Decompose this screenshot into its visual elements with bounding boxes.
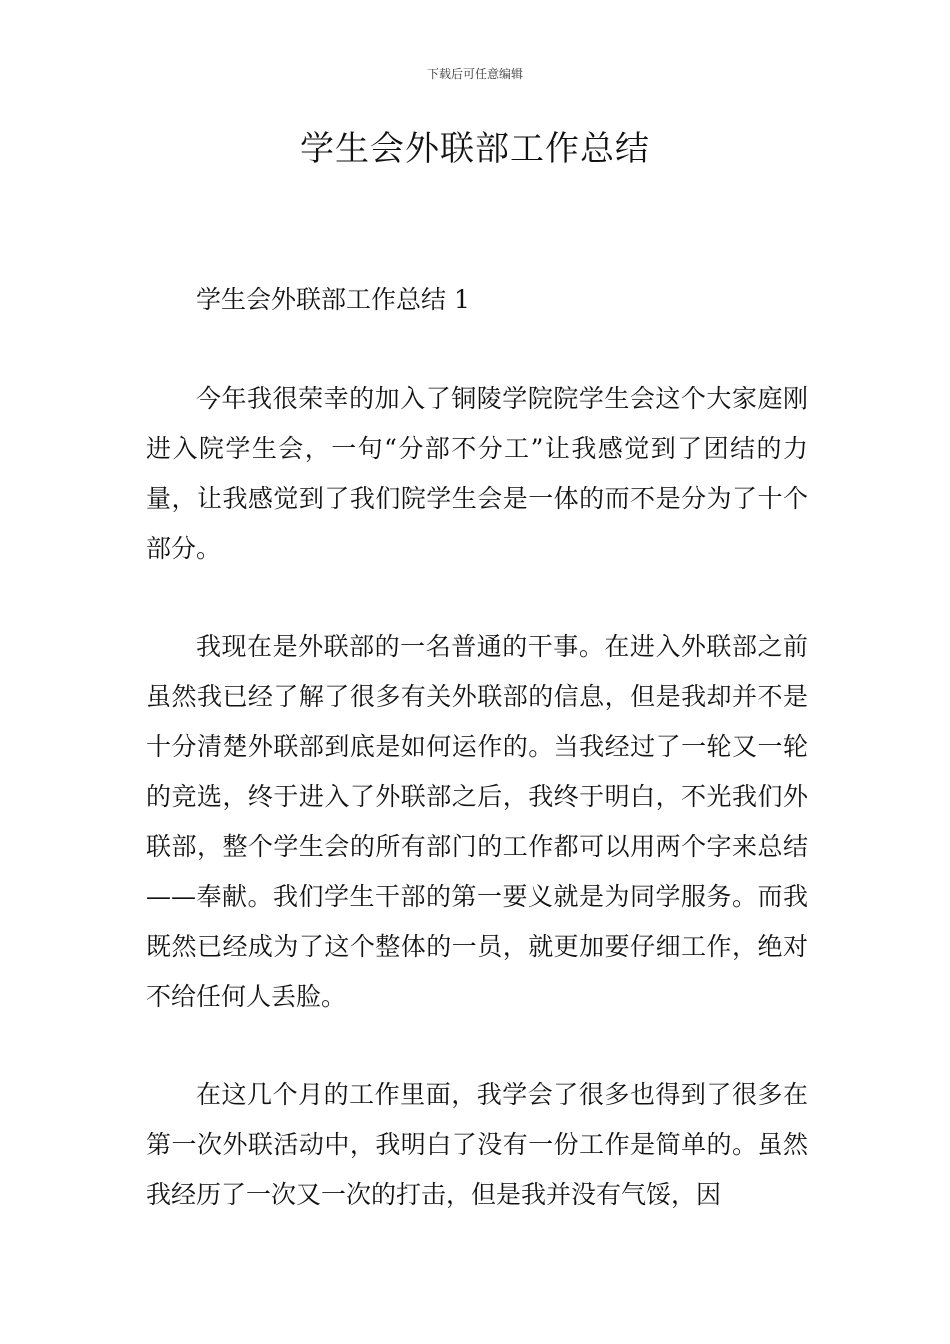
header-note: 下载后可任意编辑 bbox=[426, 67, 523, 81]
paragraph-2: 我现在是外联部的一名普通的干事。在进入外联部之前虽然我已经了解了很多有关外联部的信息，但是我却并不是十分清楚外联部到底是如何运作的。当我经过了一轮又一轮的竞选，终于进入了外联部之后，我终于明白，不光我们外联部，整个学生会的所有部门的工作都可以用两个字来总结——奉献。我们学生干部的第一要义就是为同学服务。而我既然已经成为了这个整体的一员，就更加要仔细工作，绝对不给任何人丢脸。 bbox=[146, 632, 808, 1011]
section-heading: 学生会外联部工作总结 1 bbox=[196, 285, 470, 314]
paragraph-3: 在这几个月的工作里面，我学会了很多也得到了很多在第一次外联活动中，我明白了没有一份工作是简单的。虽然我经历了一次又一次的打击，但是我并没有气馁，因 bbox=[146, 1080, 808, 1209]
paragraph-1: 今年我很荣幸的加入了铜陵学院院学生会这个大家庭刚进入院学生会，一句“分部不分工”让我感觉到了团结的力量，让我感觉到了我们院学生会是一体的而不是分为了十个部分。 bbox=[146, 384, 808, 563]
document-title: 学生会外联部工作总结 bbox=[300, 129, 650, 169]
